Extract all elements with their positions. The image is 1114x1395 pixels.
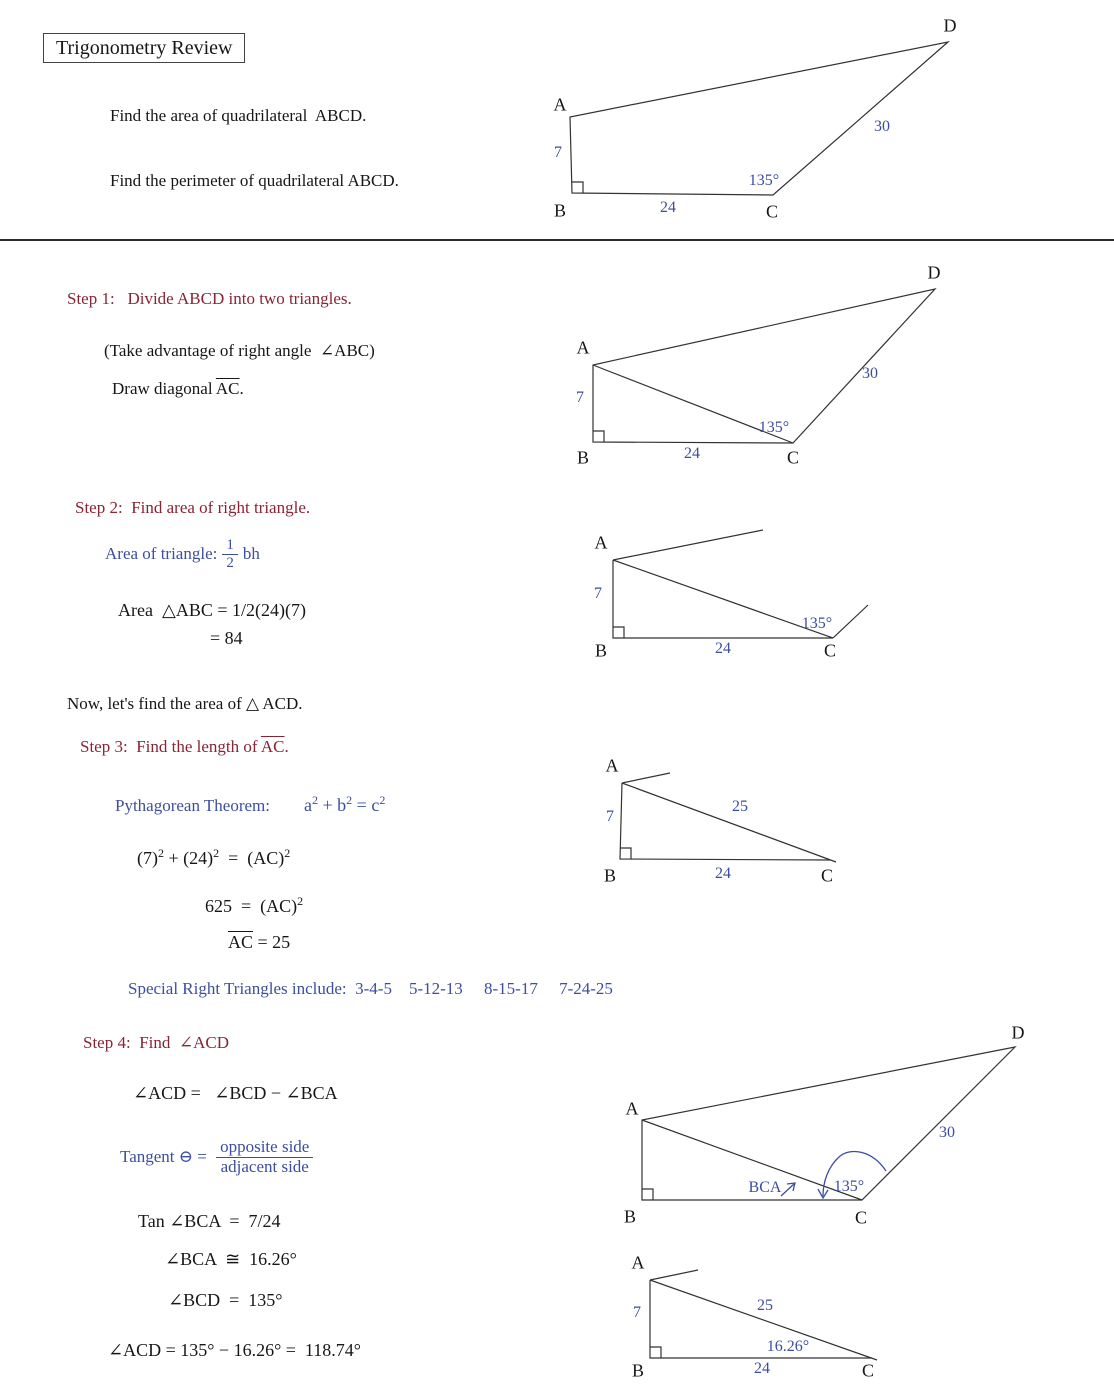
area-result: = 84 — [210, 628, 243, 648]
side-cd-label: 30 — [939, 1124, 955, 1141]
side-cd-label: 30 — [874, 118, 890, 135]
side-ac-label: 25 — [757, 1297, 773, 1314]
right-angle-marker — [593, 431, 604, 442]
area-prompt: Find the area of quadrilateral ABCD. — [110, 106, 367, 125]
pythagorean-label: Pythagorean Theorem: — [115, 796, 271, 815]
exponent: 2 — [312, 793, 319, 807]
bca-pointer-arrow — [781, 1184, 794, 1196]
vertex-label-a: A — [605, 755, 619, 776]
term: = (AC) — [219, 848, 285, 868]
term: = 25 — [253, 932, 291, 952]
segment-ac-overline: $\overline{AC}$ — [260, 737, 285, 756]
vertex-label-b: B — [576, 447, 590, 468]
right-angle-marker — [642, 1189, 653, 1200]
segment-ad-stub — [650, 1270, 698, 1280]
section-divider — [0, 239, 1114, 241]
page-title: Trigonometry Review — [43, 33, 245, 63]
one-half-fraction — [222, 537, 238, 571]
vertex-label-b: B — [631, 1360, 645, 1381]
side-ab-label: 7 — [606, 808, 614, 825]
right-angle-marker — [650, 1347, 661, 1358]
hypotenuse-ac — [613, 560, 833, 638]
side-bc-label: 24 — [684, 445, 700, 462]
tangent-label: Tangent ⊖ = — [120, 1147, 212, 1167]
exponent: 2 — [158, 846, 164, 860]
tan-bca-eq: Tan ∠BCA = 7/24 — [138, 1211, 281, 1231]
special-triangles-note: Special Right Triangles include: 3-4-5 5-12-13 8-15-17 7-24-25 — [128, 979, 613, 998]
term: + b — [318, 795, 347, 815]
vertex-label-a: A — [625, 1098, 639, 1119]
segment-ac-overline: $\overline{AC}$ — [215, 379, 240, 398]
angle-bca-eq: ∠BCA ≅ 16.26° — [165, 1249, 297, 1269]
step3-heading-prefix: Step 3: Find the length of — [80, 737, 261, 756]
vertex-label-b: B — [553, 200, 567, 221]
vertex-label-b: B — [594, 640, 608, 661]
angle-acd-result-eq: ∠ACD = 135° − 16.26° = 118.74° — [108, 1340, 361, 1360]
exponent: 2 — [213, 846, 220, 860]
diagram-quadrilateral-angle-annotations — [600, 1020, 1114, 1235]
vertex-label-c: C — [861, 1360, 875, 1381]
side-ab-label: 7 — [554, 144, 562, 161]
angle-c-label: 135° — [833, 1178, 865, 1195]
segment-ad-stub — [613, 530, 763, 560]
step3-heading — [80, 737, 289, 757]
vertex-label-c: C — [823, 640, 837, 661]
term: = c — [352, 795, 380, 815]
exponent: 2 — [379, 793, 386, 807]
vertex-label-c: C — [786, 447, 800, 468]
step3-heading-suffix: . — [284, 737, 289, 756]
area-calculation: Area △ABC = 1/2(24)(7) — [118, 600, 306, 620]
vertex-label-b: B — [623, 1206, 637, 1227]
fraction-denominator: adjacent side — [220, 1156, 309, 1176]
fraction-numerator: 1 — [222, 537, 238, 555]
pythagorean-eq3 — [228, 932, 290, 953]
angle-c-label: 16.26° — [766, 1338, 810, 1355]
pythagorean-eq2 — [205, 896, 303, 917]
side-ab-label: 7 — [633, 1304, 641, 1321]
angle-bca-label: BCA — [748, 1179, 782, 1196]
draw-suffix: . — [239, 379, 244, 398]
pythagorean-eq1 — [137, 848, 290, 869]
quadrilateral-outline — [642, 1047, 1015, 1200]
draw-prefix: Draw diagonal — [112, 379, 216, 398]
perimeter-prompt: Find the perimeter of quadrilateral ABCD. — [110, 171, 399, 190]
vertex-label-a: A — [631, 1252, 645, 1273]
angle-subtraction-eq: ∠ACD = ∠BCD − ∠BCA — [133, 1083, 338, 1103]
transition-text: Now, let's find the area of △ ACD. — [67, 694, 303, 713]
title-box-wrap — [26, 17, 245, 80]
pythagorean-formula — [304, 795, 385, 815]
step1-draw-instruction — [112, 379, 244, 399]
side-bc-label: 24 — [715, 640, 731, 657]
vertex-label-a: A — [594, 532, 608, 553]
step4-heading: Step 4: Find ∠ACD — [83, 1033, 230, 1052]
step1-note: (Take advantage of right angle ∠ABC) — [104, 341, 375, 360]
vertex-label-c: C — [854, 1207, 868, 1228]
term: (7) — [137, 848, 158, 868]
term: + (24) — [164, 848, 214, 868]
vertex-label-a: A — [553, 94, 567, 115]
right-angle-marker — [613, 627, 624, 638]
area-formula — [105, 537, 260, 571]
segment-ad-stub — [622, 773, 670, 783]
side-ab-label: 7 — [594, 585, 602, 602]
hypotenuse-ac — [650, 1280, 877, 1360]
area-formula-bh: bh — [242, 544, 260, 563]
area-formula-label: Area of triangle: — [105, 544, 218, 563]
step1-heading: Step 1: Divide ABCD into two triangles. — [67, 289, 352, 308]
quadrilateral-angles-drawing — [600, 1020, 1114, 1235]
angle-c-label: 135° — [758, 419, 790, 436]
diagram-right-triangle-1626 — [600, 1240, 920, 1390]
angle-c-label: 135° — [748, 172, 780, 189]
vertex-label-d: D — [1011, 1022, 1025, 1043]
diagram-right-triangle-135 — [560, 510, 890, 675]
diagram-quadrilateral-with-diagonal — [540, 250, 1114, 482]
fraction-denominator: 2 — [226, 554, 234, 571]
side-bc-label: 24 — [754, 1360, 770, 1377]
diagram-quadrilateral-abcd — [540, 10, 1114, 238]
segment-cd-stub — [833, 605, 868, 638]
angle-bcd-eq: ∠BCD = 135° — [168, 1290, 283, 1310]
right-angle-marker — [572, 182, 583, 193]
exponent: 2 — [284, 846, 291, 860]
term: a — [304, 795, 313, 815]
exponent: 2 — [346, 793, 353, 807]
angle-c-label: 135° — [801, 615, 833, 632]
side-bc-label: 24 — [660, 199, 676, 216]
vertex-label-b: B — [603, 865, 617, 886]
right-angle-marker — [620, 848, 631, 859]
quadrilateral-abcd-drawing — [540, 10, 1114, 238]
vertex-label-d: D — [927, 262, 941, 283]
vertex-label-c: C — [765, 201, 779, 222]
quadrilateral-diagonal-drawing — [540, 250, 1114, 482]
hypotenuse-ac — [622, 783, 836, 862]
diagram-right-triangle-25 — [570, 740, 890, 892]
side-bc-label: 24 — [715, 865, 731, 882]
fraction-numerator: opposite side — [216, 1138, 313, 1158]
tangent-fraction — [216, 1138, 313, 1176]
vertex-label-c: C — [820, 865, 834, 886]
vertex-label-d: D — [943, 15, 957, 36]
exponent: 2 — [297, 894, 304, 908]
tangent-definition — [120, 1138, 318, 1176]
vertex-label-a: A — [576, 337, 590, 358]
pythagorean-line — [115, 795, 385, 816]
segment-ac-overline: $\overline{AC}$ — [228, 932, 254, 952]
side-cd-label: 30 — [862, 365, 878, 382]
term: 625 = (AC) — [205, 896, 298, 916]
step2-heading: Step 2: Find area of right triangle. — [75, 498, 311, 517]
side-ac-label: 25 — [732, 798, 748, 815]
side-ab-label: 7 — [576, 389, 584, 406]
